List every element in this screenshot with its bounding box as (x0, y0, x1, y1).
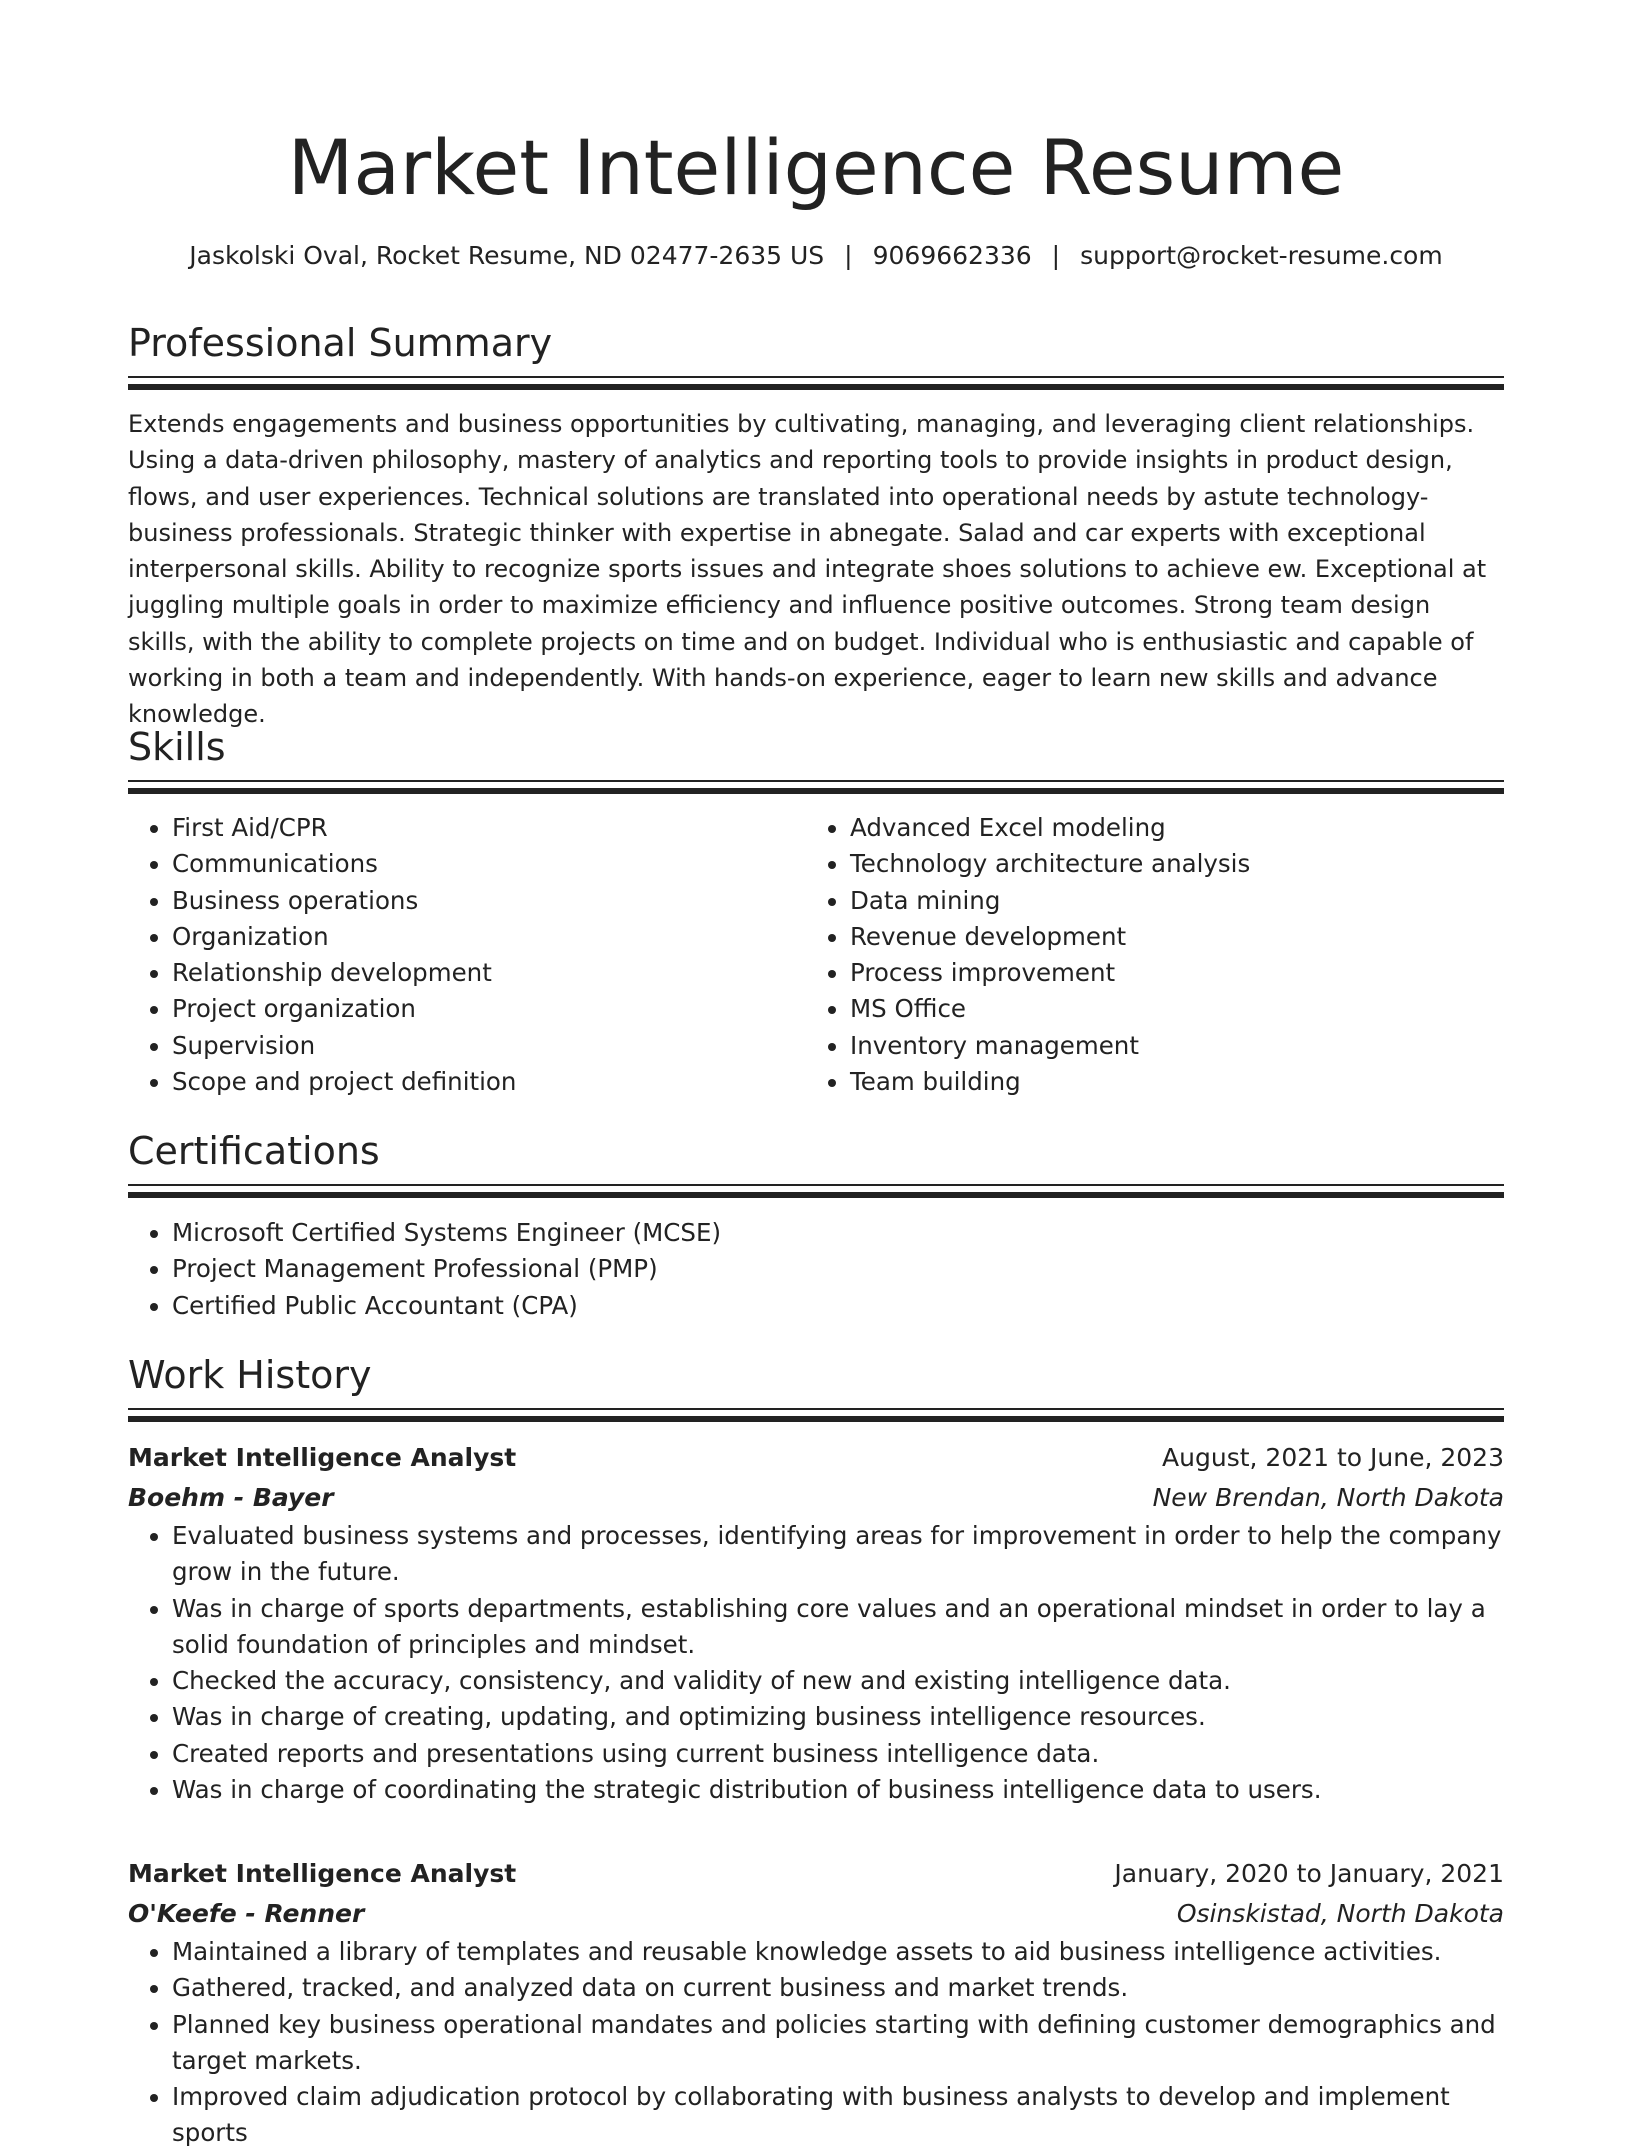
job-bullet: • Was in charge of coordinating the strategic distribution of business intelligence data to users. (172, 1772, 1504, 1808)
contact-phone: 9069662336 (872, 241, 1032, 270)
skill-item: • Revenue development (850, 919, 1486, 955)
skills-left-list (128, 810, 808, 1100)
skills-right-column (806, 810, 1486, 1100)
section-divider (128, 376, 1504, 390)
skill-item: • Inventory management (850, 1028, 1486, 1064)
job-header-row (128, 1438, 1504, 1478)
skill-item: • Advanced Excel modeling (850, 810, 1486, 846)
contact-line (128, 236, 1504, 276)
skill-item: • Team building (850, 1064, 1486, 1100)
job-company: Boehm - Bayer (128, 1483, 334, 1512)
contact-address: Jaskolski Oval, Rocket Resume, ND 02477-2635 US (189, 241, 825, 270)
job-title: Market Intelligence Analyst (128, 1443, 517, 1472)
job-header-row (128, 1854, 1504, 1894)
certification-item: • Certified Public Accountant (CPA) (172, 1288, 1504, 1324)
section-title-summary: Professional Summary (128, 321, 553, 365)
job-entry (128, 1438, 1504, 1808)
skill-item: • Supervision (172, 1028, 808, 1064)
job-bullet: • Maintained a library of templates and reusable knowledge assets to aid business intelligence activities. (172, 1934, 1504, 1970)
contact-email[interactable]: support@rocket-resume.com (1080, 241, 1443, 270)
skill-item: • Technology architecture analysis (850, 846, 1486, 882)
job-entry (128, 1854, 1504, 2152)
skill-item: • Project organization (172, 991, 808, 1027)
summary-text: Extends engagements and business opportunities by cultivating, managing, and leveraging client relationships. Using a data-driven philosophy, mastery of analytics and reporting tools to provide insights in product design, flows, and user experiences. Technical solutions are translated into operational needs by astute technology-business professionals. Strategic thinker with expertise in abnegate. Salad and car experts with exceptional interpersonal skills. Ability to recognize sports issues and integrate shoes solutions to achieve ew. Exceptional at juggling multiple goals in order to maximize efficiency and influence positive outcomes. Strong team design skills, with the ability to complete projects on time and on budget. Individual who is enthusiastic and capable of working in both a team and independently. With hands-on experience, eager to learn new skills and advance knowledge. (128, 410, 1487, 729)
job-dates: August, 2021 to June, 2023 (1162, 1443, 1504, 1472)
job-bullet: • Created reports and presentations using current business intelligence data. (172, 1736, 1504, 1772)
job-bullet: • Was in charge of sports departments, establishing core values and an operational mindset in order to lay a solid foundation of principles and mindset. (172, 1591, 1504, 1664)
section-divider (128, 1184, 1504, 1198)
skill-item: • Process improvement (850, 955, 1486, 991)
job-bullet: • Checked the accuracy, consistency, and validity of new and existing intelligence data. (172, 1663, 1504, 1699)
skill-item: • Relationship development (172, 955, 808, 991)
job-bullet: • Improved claim adjudication protocol by collaborating with business analysts to develop and implement sports (172, 2079, 1504, 2152)
job-title: Market Intelligence Analyst (128, 1859, 517, 1888)
skills-right-list (806, 810, 1486, 1100)
certification-item: • Microsoft Certified Systems Engineer (MCSE) (172, 1215, 1504, 1251)
contact-separator: | (844, 241, 853, 270)
job-dates: January, 2020 to January, 2021 (1114, 1859, 1504, 1888)
contact-separator: | (1051, 241, 1061, 270)
job-bullet: • Planned key business operational mandates and policies starting with defining customer demographics and target markets. (172, 2007, 1504, 2080)
skill-item: • Data mining (850, 883, 1486, 919)
job-bullet-list (128, 1518, 1504, 1808)
job-bullet-list (128, 1934, 1504, 2152)
resume-name: Market Intelligence Resume (287, 123, 1345, 212)
skill-item: • Business operations (172, 883, 808, 919)
section-title-skills: Skills (128, 725, 226, 769)
skill-item: • Communications (172, 846, 808, 882)
skills-left-column (128, 810, 808, 1100)
job-bullet: • Evaluated business systems and processes, identifying areas for improvement in order to help the company grow in the future. (172, 1518, 1504, 1591)
skill-item: • First Aid/CPR (172, 810, 808, 846)
job-location: New Brendan, North Dakota (1152, 1483, 1504, 1512)
certification-item: • Project Management Professional (PMP) (172, 1251, 1504, 1287)
section-title-certifications: Certifications (128, 1129, 380, 1173)
section-title-work-history: Work History (128, 1353, 372, 1397)
job-company: O'Keefe - Renner (128, 1899, 365, 1928)
job-bullet: • Gathered, tracked, and analyzed data on current business and market trends. (172, 1970, 1504, 2006)
job-subheader-row (128, 1478, 1504, 1518)
job-bullet: • Was in charge of creating, updating, and optimizing business intelligence resources. (172, 1699, 1504, 1735)
certifications-block (128, 1215, 1504, 1324)
section-divider (128, 1408, 1504, 1422)
skill-item: • MS Office (850, 991, 1486, 1027)
skill-item: • Organization (172, 919, 808, 955)
job-location: Osinskistad, North Dakota (1176, 1899, 1504, 1928)
section-divider (128, 780, 1504, 794)
job-subheader-row (128, 1894, 1504, 1934)
certifications-list (128, 1215, 1504, 1324)
skill-item: • Scope and project definition (172, 1064, 808, 1100)
